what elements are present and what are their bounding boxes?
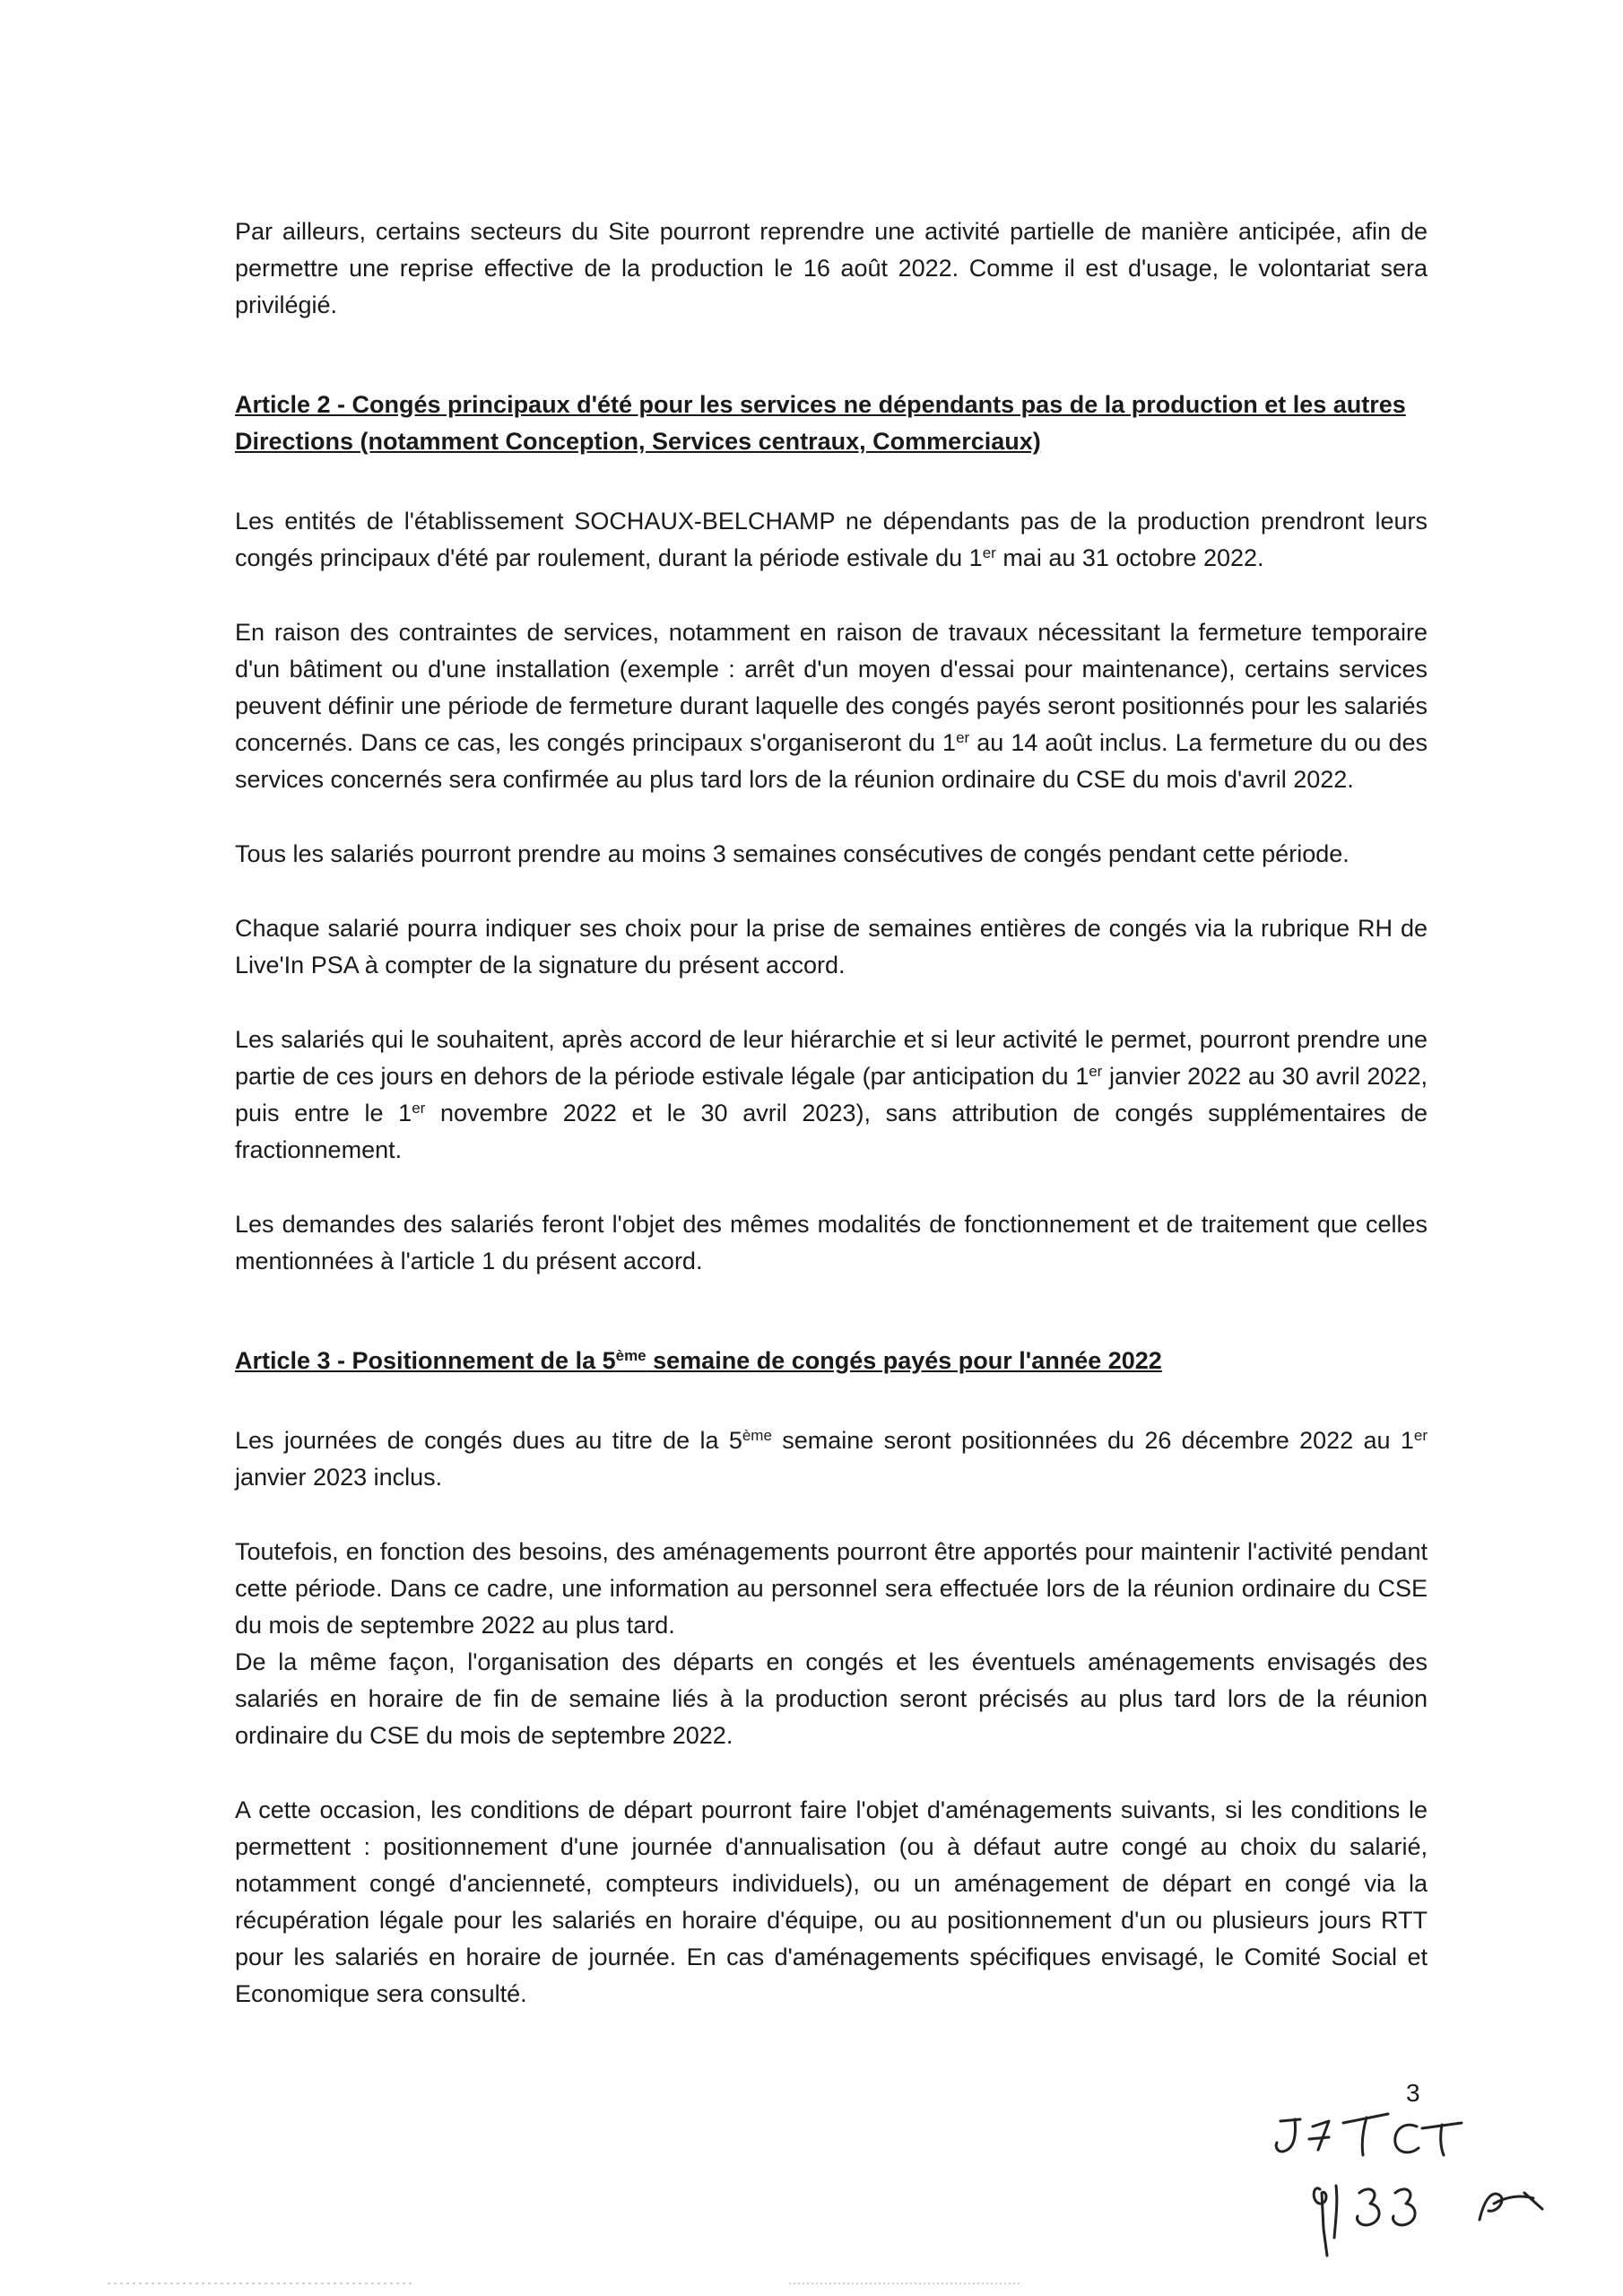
article-3-paragraph-4: A cette occasion, les conditions de départ pourront faire l'objet d'aménagements suivants, si les conditions le permettent : positionnement d'une journée d'annualisation (ou à défaut autre congé au choix du salarié, notamment congé d'ancienneté, compteurs individuels), ou un aménagement de départ en congé via la récupération légale pour les salariés en horaire d'équipe, ou au positionnement d'un ou plusieurs jours RTT pour les salariés en horaire de journée. En cas d'aménagements spécifiques envisagé, le Comité Social et Economique sera consulté. bbox=[235, 1796, 1428, 2007]
article-3-paragraph-3: De la même façon, l'organisation des départs en congés et les éventuels aménagements envisagés des salariés en horaire de fin de semaine liés à la production seront précisés au plus tard lors de la réunion ordinaire du CSE du mois de septembre 2022. bbox=[235, 1648, 1428, 1749]
document-body bbox=[235, 213, 1428, 2050]
handwritten-initials bbox=[1273, 2103, 1596, 2265]
article-2-paragraph-4: Chaque salarié pourra indiquer ses choix pour la prise de semaines entières de congés via la rubrique RH de Live'In PSA à compter de la signature du présent accord. bbox=[235, 915, 1428, 978]
article-2-paragraph-6: Les demandes des salariés feront l'objet des mêmes modalités de fonctionnement et de traitement que celles mentionnées à l'article 1 du présent accord. bbox=[235, 1211, 1428, 1274]
scan-artifact bbox=[108, 2280, 1184, 2287]
intro-paragraph: Par ailleurs, certains secteurs du Site pourront reprendre une activité partielle de manière anticipée, afin de permettre une reprise effective de la production le 16 août 2022. Comme il est d'usage, le volontariat sera privilégié. bbox=[235, 218, 1428, 318]
article-3-paragraph-1: Les journées de congés dues au titre de la 5ème semaine seront positionnées du 26 décembre 2022 au 1er janvier 2023 inclus. bbox=[235, 1427, 1428, 1491]
article-2-paragraph-2: En raison des contraintes de services, notamment en raison de travaux nécessitant la fermeture temporaire d'un bâtiment ou d'une installation (exemple : arrêt d'un moyen d'essai pour maintenance), certains services peuvent définir une période de fermeture durant laquelle des congés payés seront positionnés pour les salariés concernés. Dans ce cas, les congés principaux s'organiseront du 1er au 14 août inclus. La fermeture du ou des services concernés sera confirmée au plus tard lors de la réunion ordinaire du CSE du mois d'avril 2022. bbox=[235, 619, 1428, 793]
article-2-heading: Article 2 - Congés principaux d'été pour les services ne dépendants pas de la production et les autres Directions (notamment Conception, Services centraux, Commerciaux) bbox=[235, 391, 1406, 455]
article-2-paragraph-5: Les salariés qui le souhaitent, après accord de leur hiérarchie et si leur activité le permet, pourront prendre une partie de ces jours en dehors de la période estivale légale (par anticipation du 1er janvier 2022 au 30 avril 2022, puis entre le 1er novembre 2022 et le 30 avril 2023), sans attribution de congés supplémentaires de fractionnement. bbox=[235, 1026, 1428, 1163]
page-number: 3 bbox=[1406, 2079, 1420, 2107]
article-3-heading: Article 3 - Positionnement de la 5ème semaine de congés payés pour l'année 2022 bbox=[235, 1347, 1162, 1374]
article-3-paragraph-2: Toutefois, en fonction des besoins, des aménagements pourront être apportés pour maintenir l'activité pendant cette période. Dans ce cadre, une information au personnel sera effectuée lors de la réunion ordinaire du CSE du mois de septembre 2022 au plus tard. bbox=[235, 1538, 1428, 1639]
article-2-paragraph-3: Tous les salariés pourront prendre au moins 3 semaines consécutives de congés pendant cette période. bbox=[235, 840, 1350, 867]
article-2-paragraph-1: Les entités de l'établissement SOCHAUX-BELCHAMP ne dépendants pas de la production prendront leurs congés principaux d'été par roulement, durant la période estivale du 1er mai au 31 octobre 2022. bbox=[235, 508, 1428, 571]
